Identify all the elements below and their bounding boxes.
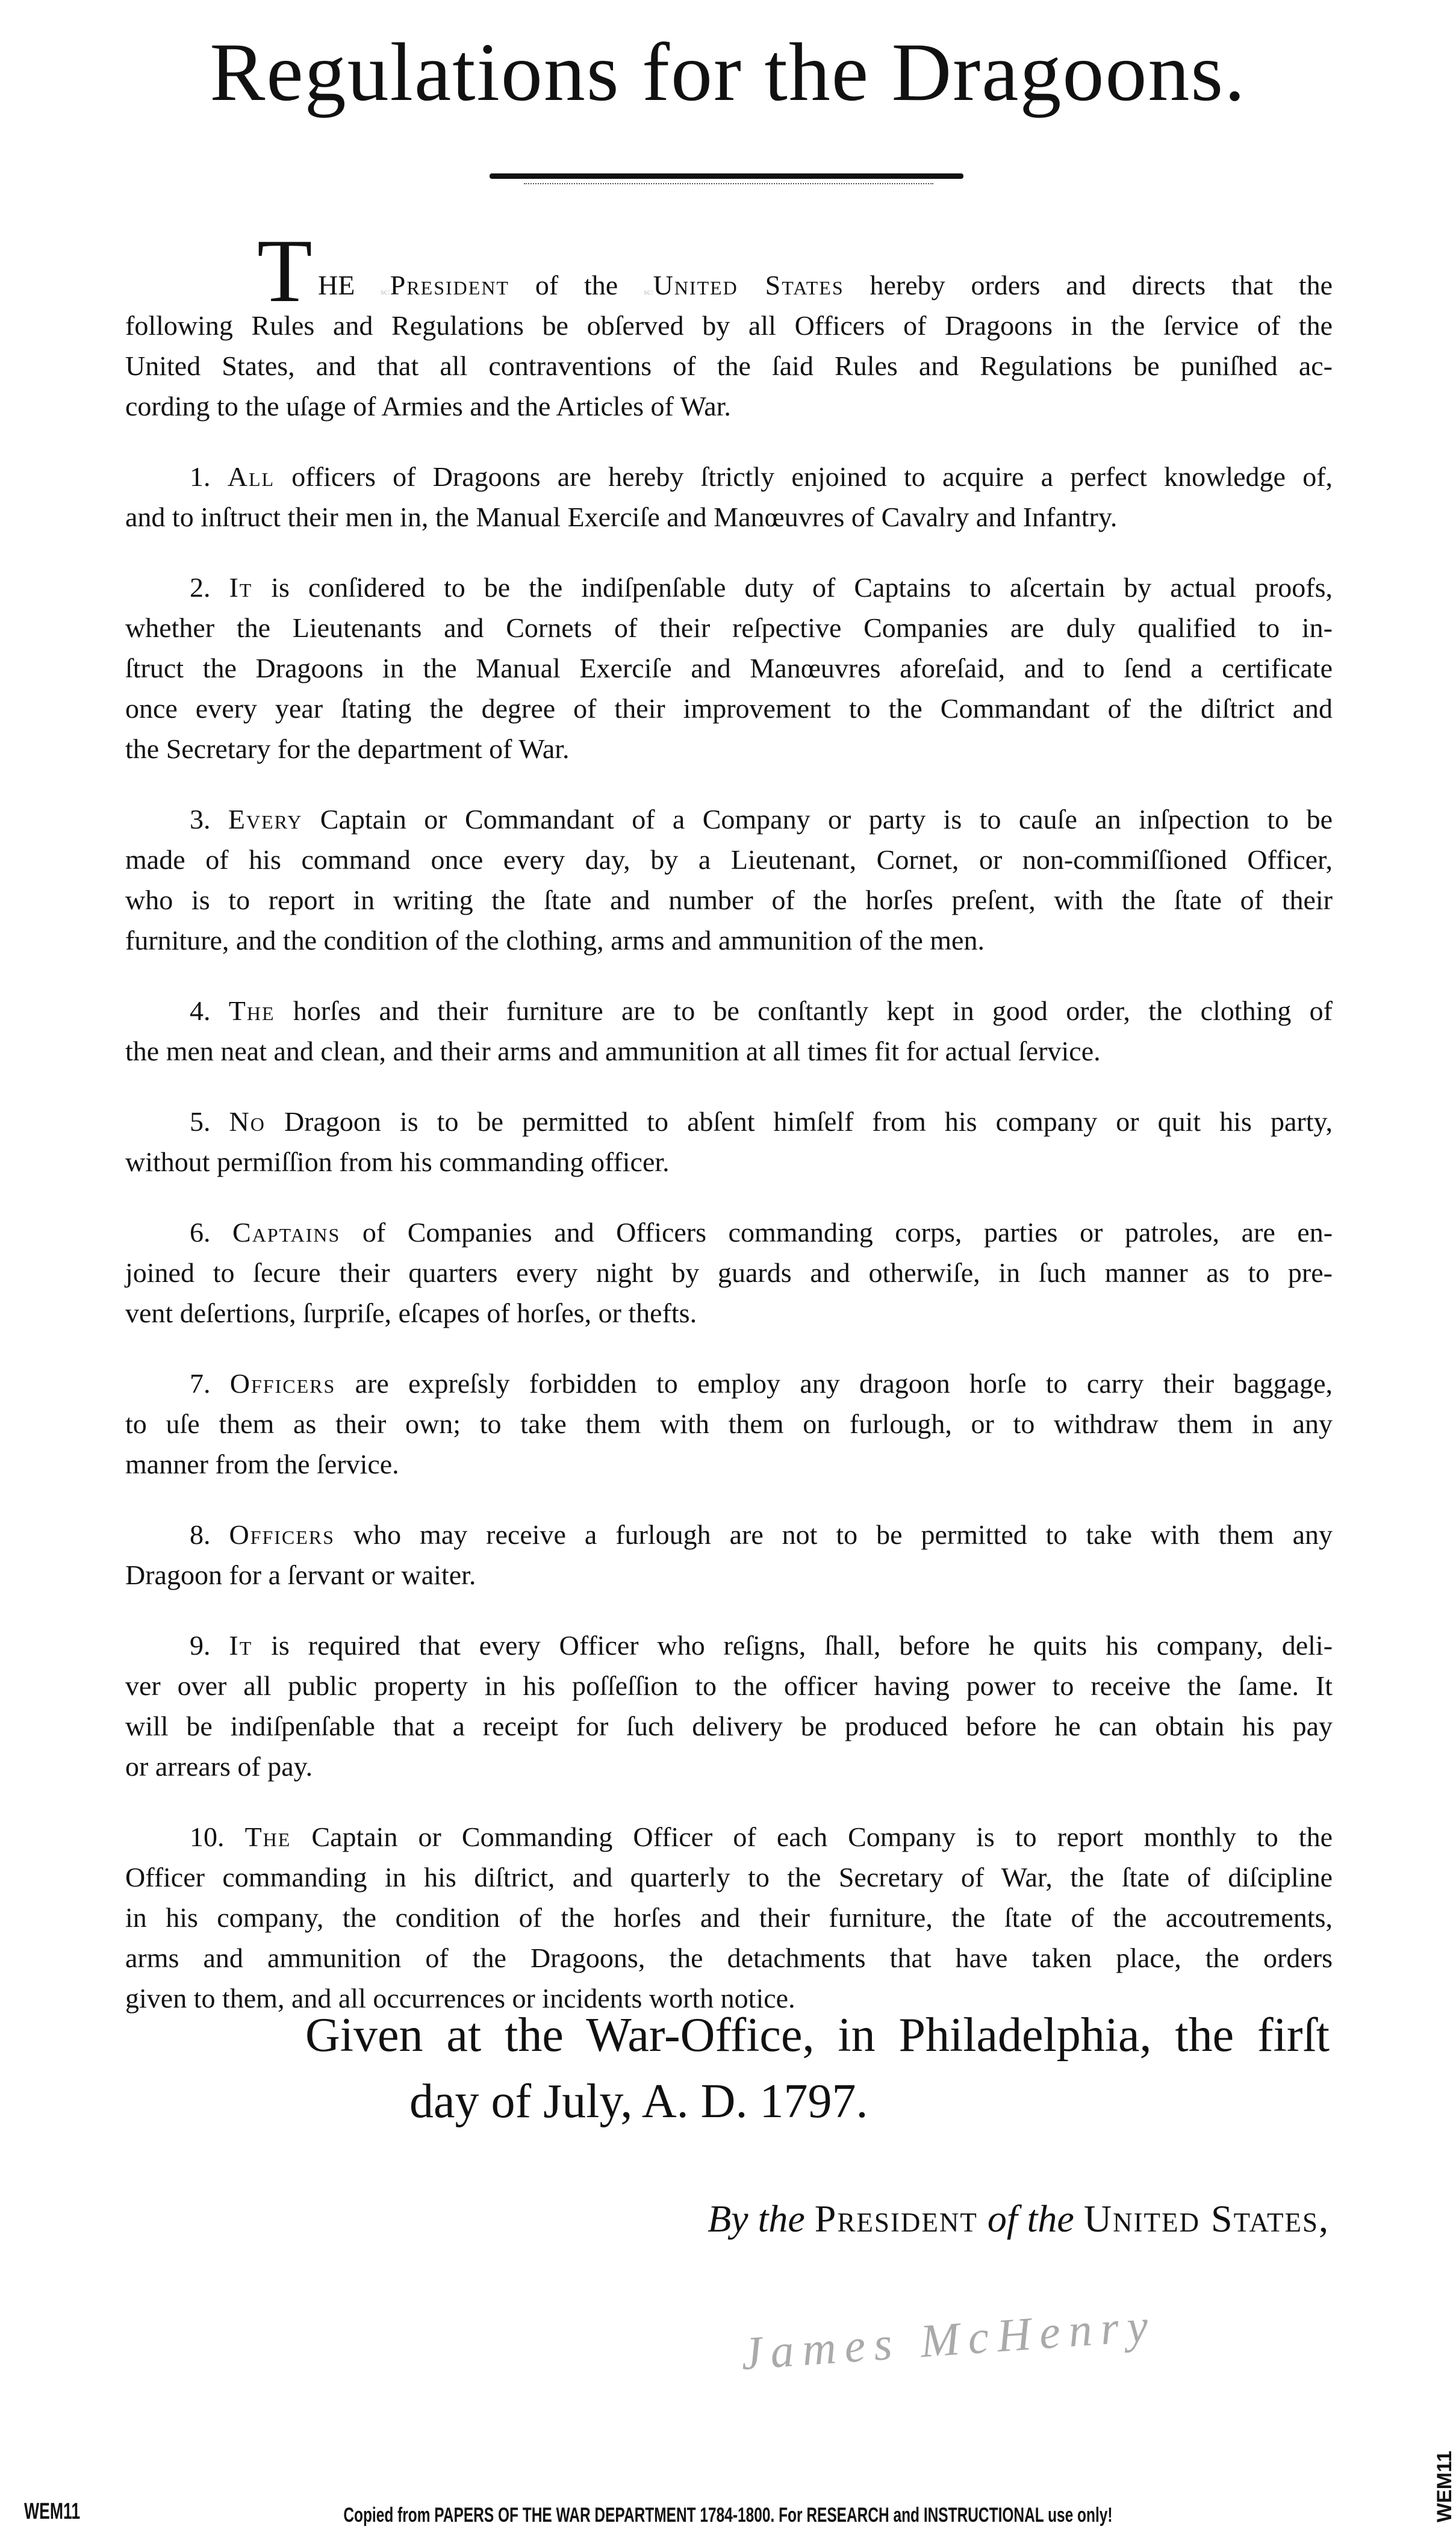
article-number: 8. [190, 1519, 211, 1550]
text-line [125, 1666, 1333, 1706]
article-text: arms and ammunition of the Dragoons, the detachments that have taken place, the orders [125, 1943, 1333, 1973]
article-text: the Secretary for the department of War. [125, 733, 570, 764]
article-text: who is to report in writing the ſtate and number of the horſes preſent, with the ſtate of their [125, 885, 1333, 915]
text-segment: sc:President [381, 270, 509, 300]
article-8 [125, 1514, 1333, 1595]
article-number: 4. [190, 995, 211, 1026]
article-text: the men neat and clean, and their arms and ammunition at all times fit for actual ſervice. [125, 1036, 1101, 1066]
article-lead-word: It [229, 572, 253, 603]
text-line [125, 1363, 1333, 1404]
article-text: ſtruct the Dragoons in the Manual Exerciſe and Manœuvres aforeſaid, and to ſend a certificate [125, 653, 1333, 683]
article-lead-word: All [227, 461, 275, 492]
text-segment: of the [509, 270, 644, 300]
text-line [125, 1897, 1333, 1938]
article-text: will be indiſpenſable that a receipt for ſuch delivery be produced before he can obtain his pay [125, 1711, 1333, 1741]
text-line [125, 346, 1333, 386]
article-3 [125, 799, 1333, 960]
article-text: furniture, and the condition of the clothing, arms and ammunition of the men. [125, 925, 985, 956]
archive-code-left: WEM11 [24, 2499, 81, 2524]
article-text: who may receive a furlough are not to be permitted to take with them any [353, 1519, 1333, 1550]
text-line [125, 1212, 1333, 1252]
article-number: 5. [190, 1106, 211, 1137]
archive-footer-text: Copied from PAPERS OF THE WAR DEPARTMENT 1784-1800. For RESEARCH and INSTRUCTIONAL use only! [343, 2504, 1113, 2527]
article-number: 6. [190, 1217, 211, 1248]
text-line [125, 1293, 1333, 1333]
text-line [125, 497, 1333, 537]
article-text: or arrears of pay. [125, 1751, 313, 1782]
text-line [125, 880, 1333, 920]
text-line [125, 729, 1333, 769]
text-line [125, 920, 1333, 960]
article-text: made of his command once every day, by a Lieutenant, Cornet, or non-commiſſioned Officer, [125, 844, 1333, 875]
article-lead-word: No [229, 1106, 266, 1137]
document-body [125, 265, 1333, 2018]
text-line [125, 1555, 1333, 1595]
article-text: vent deſertions, ſurpriſe, eſcapes of horſes, or thefts. [125, 1298, 697, 1328]
article-text: is required that every Officer who reſigns, ſhall, before he quits his company, deli- [271, 1630, 1333, 1661]
drop-cap: T [257, 221, 313, 321]
text-line [125, 1817, 1333, 1857]
article-number: 1. [190, 461, 211, 492]
article-5 [125, 1101, 1333, 1182]
article-text: once every year ſtating the degree of their improvement to the Commandant of the diſtrict and [125, 693, 1333, 724]
text-line [125, 305, 1333, 346]
article-1 [125, 456, 1333, 537]
text-segment: HE [318, 270, 381, 300]
article-text: is conſidered to be the indiſpenſable duty of Captains to aſcertain by actual proofs, [271, 572, 1333, 603]
article-text: horſes and their furniture are to be conſtantly kept in good order, the clothing of [293, 995, 1333, 1026]
article-text: Captain or Commandant of a Company or party is to cauſe an inſpection to be [320, 804, 1333, 835]
text-line [125, 265, 1333, 305]
article-lead-word: It [229, 1630, 253, 1661]
text-line [125, 567, 1333, 608]
article-7 [125, 1363, 1333, 1484]
text-line [125, 386, 1333, 426]
text-line [125, 1706, 1333, 1746]
text-line [125, 1444, 1333, 1484]
text-line [125, 456, 1333, 497]
attestation-by-the: By the [708, 2197, 805, 2240]
article-text: given to them, and all occurrences or incidents worth notice. [125, 1983, 795, 2014]
article-lead-word: The [244, 1821, 291, 1852]
text-segment: sc:United States [644, 270, 844, 300]
article-10 [125, 1817, 1333, 2018]
text-segment: cording to the uſage of Armies and the Articles of War. [125, 391, 731, 421]
document-title: Regulations for the Dragoons. [210, 26, 1246, 118]
article-text: manner from the ſervice. [125, 1449, 399, 1479]
article-lead-word: Every [228, 804, 303, 835]
article-text: Dragoon is to be permitted to abſent himſelf from his company or quit his party, [284, 1106, 1333, 1137]
article-2 [125, 567, 1333, 769]
small-caps-marker: sc: [381, 288, 390, 297]
article-text: Dragoon for a ſervant or waiter. [125, 1560, 476, 1590]
text-line [125, 799, 1333, 839]
text-segment: hereby orders and directs that the [844, 270, 1333, 300]
article-text: ver over all public property in his poſſeſſion to the officer having power to receive the ſame. It [125, 1670, 1333, 1701]
article-lead-word: Captains [232, 1217, 341, 1248]
article-9 [125, 1625, 1333, 1787]
article-lead-word: The [228, 995, 275, 1026]
text-line [125, 839, 1333, 880]
archive-footer [0, 2504, 1456, 2527]
article-4 [125, 991, 1333, 1071]
article-lead-word: Officers [229, 1368, 336, 1399]
text-segment: following Rules and Regulations be obſerved by all Officers of Dragoons in the ſervice of the [125, 310, 1333, 341]
article-number: 10. [190, 1821, 225, 1852]
article-text: Captain or Commanding Officer of each Company is to report monthly to the [311, 1821, 1333, 1852]
article-number: 3. [190, 804, 211, 835]
text-line [125, 1625, 1333, 1666]
article-6 [125, 1212, 1333, 1333]
text-line [125, 688, 1333, 729]
text-line [125, 1514, 1333, 1555]
given-line-1: Given at the War-Office, in Philadelphia, the firſt [305, 2009, 1330, 2062]
small-caps-marker: sc: [644, 288, 653, 297]
attestation-united-states: United States, [1083, 2197, 1330, 2240]
attestation-president: President [814, 2197, 978, 2240]
text-line [125, 1857, 1333, 1897]
title-rule [490, 173, 963, 179]
article-text: officers of Dragoons are hereby ſtrictly enjoined to acquire a perfect knowledge of, [291, 461, 1333, 492]
text-line [125, 1746, 1333, 1787]
attestation-of-the: of the [987, 2197, 1074, 2240]
article-text: whether the Lieutenants and Cornets of their reſpective Companies are duly qualified to in- [125, 612, 1333, 643]
intro-paragraph [125, 265, 1333, 426]
archive-code-right: WEM11 [1433, 2450, 1456, 2523]
text-line [125, 1142, 1333, 1182]
text-line [125, 991, 1333, 1031]
article-text: of Companies and Officers commanding corps, parties or patroles, are en- [362, 1217, 1333, 1248]
text-line [125, 1404, 1333, 1444]
text-line [125, 608, 1333, 648]
article-text: and to inſtruct their men in, the Manual Exerciſe and Manœuvres of Cavalry and Infantry. [125, 502, 1118, 532]
article-text: are expreſsly forbidden to employ any dragoon horſe to carry their baggage, [355, 1368, 1333, 1399]
text-line [125, 648, 1333, 688]
signature: James McHenry [739, 2298, 1159, 2380]
article-text: without permiſſion from his commanding officer. [125, 1146, 670, 1177]
article-text: joined to ſecure their quarters every night by guards and otherwiſe, in ſuch manner as to pre- [125, 1257, 1333, 1288]
article-text: to uſe them as their own; to take them with them on furlough, or to withdraw them in any [125, 1408, 1333, 1439]
text-line [125, 1252, 1333, 1293]
attestation [708, 2192, 1330, 2246]
given-line-2: day of July, A. D. 1797. [409, 2075, 868, 2128]
article-lead-word: Officers [229, 1519, 335, 1550]
article-number: 7. [190, 1368, 211, 1399]
article-number: 9. [190, 1630, 211, 1661]
article-number: 2. [190, 572, 211, 603]
text-segment: United States, and that all contraventions of the ſaid Rules and Regulations be puniſhed ac- [125, 350, 1333, 381]
article-text: in his company, the condition of the horſes and their furniture, the ſtate of the accoutrements, [125, 1902, 1333, 1933]
text-line [125, 1031, 1333, 1071]
text-line [125, 1101, 1333, 1142]
title-rule-dotted [524, 183, 933, 184]
article-text: Officer commanding in his diſtrict, and quarterly to the Secretary of War, the ſtate of diſcipline [125, 1862, 1333, 1893]
text-line [125, 1938, 1333, 1978]
